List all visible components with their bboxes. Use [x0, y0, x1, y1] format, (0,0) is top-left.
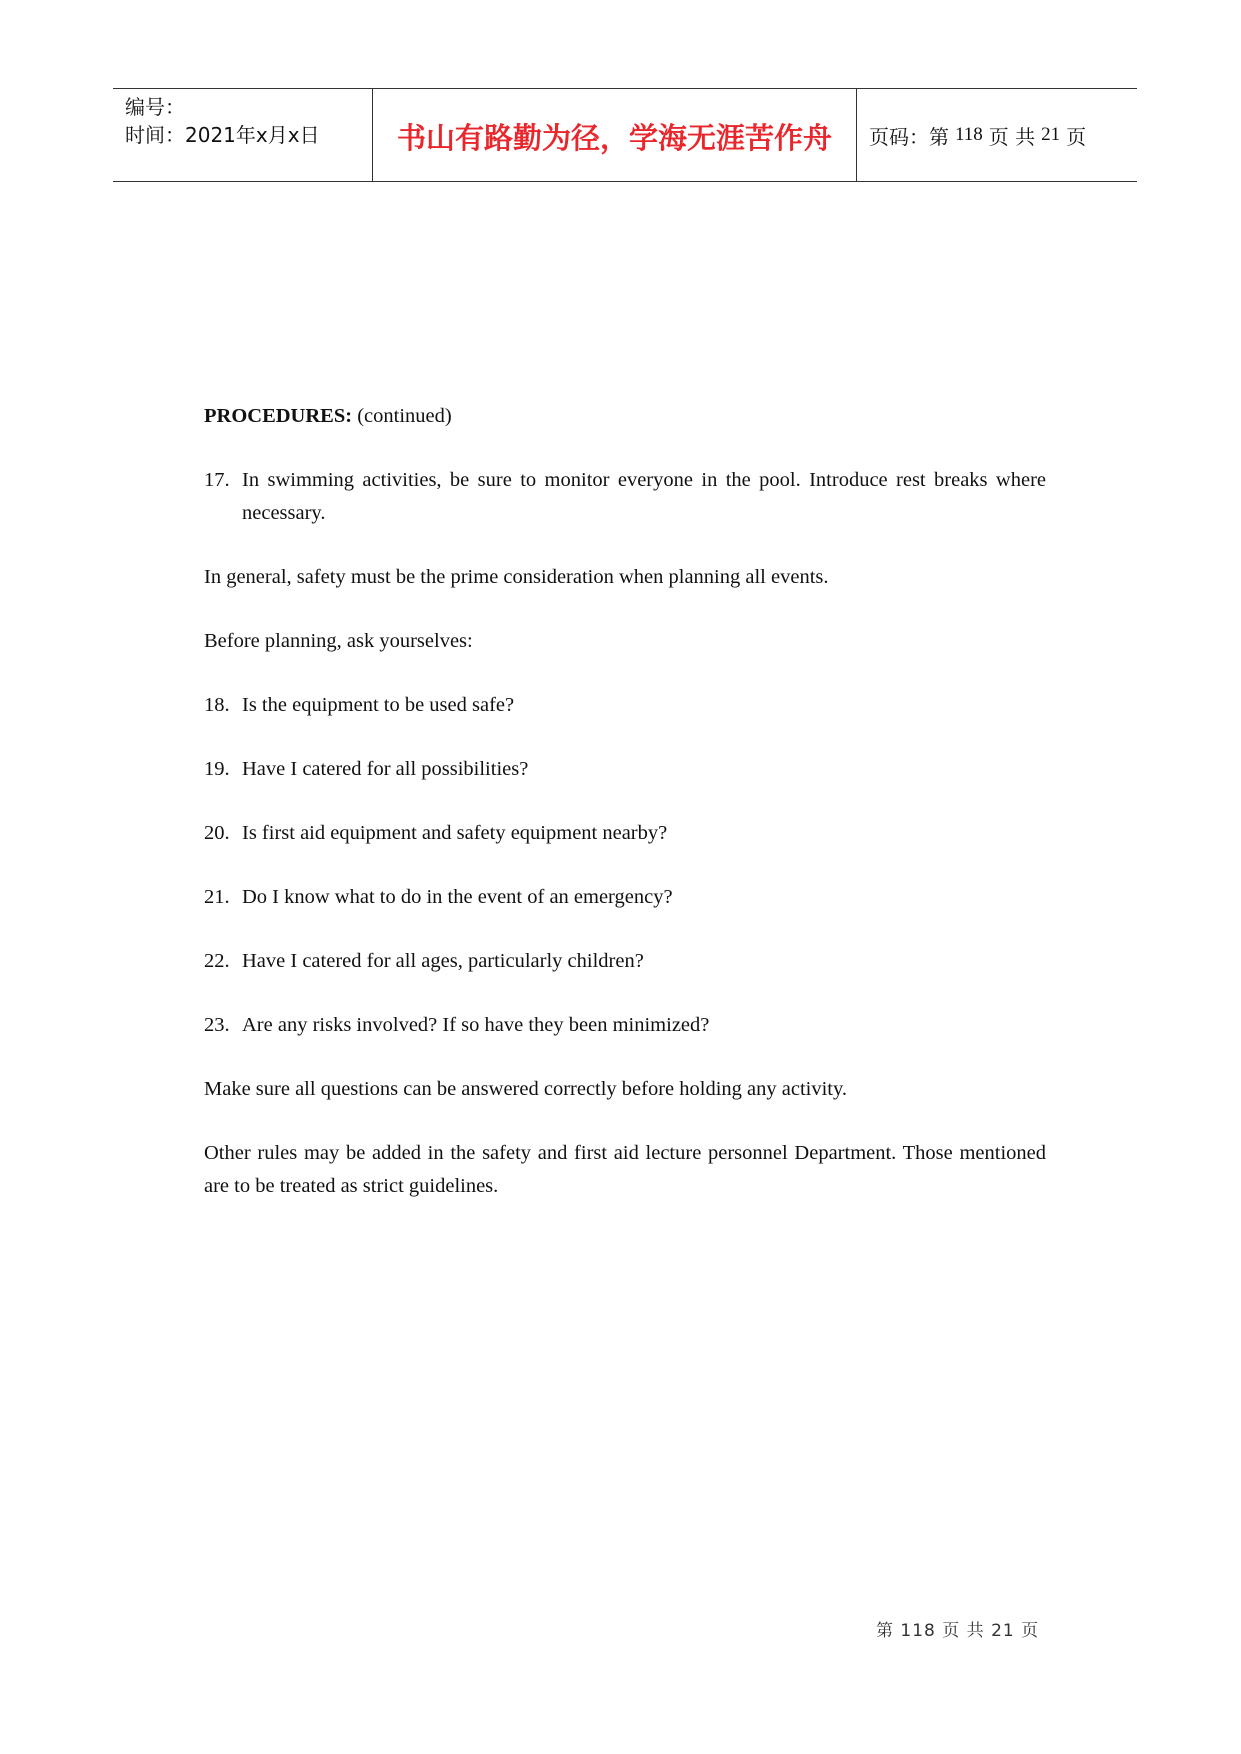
question-text: Is the equipment to be used safe? — [242, 694, 515, 716]
header-info-cell — [113, 89, 373, 181]
header-page-cell — [857, 89, 1137, 181]
question-item — [204, 945, 1046, 978]
page-current: 118 — [955, 124, 983, 145]
question-number: 20. — [204, 822, 230, 844]
before-paragraph: Before planning, ask yourselves: — [204, 630, 473, 652]
question-number: 19. — [204, 758, 230, 780]
question-item — [204, 817, 1046, 850]
question-number: 23. — [204, 1014, 230, 1036]
question-text: Is first aid equipment and safety equipment nearby? — [242, 822, 668, 844]
page-total: 21 — [1041, 124, 1061, 145]
date-label: 时间：2021年x月x日 — [125, 123, 320, 147]
question-text: Have I catered for all possibilities? — [242, 758, 529, 780]
question-number: 22. — [204, 950, 230, 972]
list-item — [204, 464, 1046, 530]
question-number: 18. — [204, 694, 230, 716]
question-item — [204, 689, 1046, 722]
item-text: In swimming activities, be sure to monitor everyone in the pool. Introduce rest breaks where necessary. — [242, 469, 1046, 524]
section-heading — [204, 400, 1046, 433]
header-table — [113, 88, 1137, 182]
question-item — [204, 881, 1046, 914]
question-number: 21. — [204, 886, 230, 908]
page-suffix: 页 — [1066, 124, 1087, 149]
question-text: Have I catered for all ages, particularly children? — [242, 950, 644, 972]
page-prefix: 页码：第 — [869, 124, 949, 149]
item-number: 17. — [204, 469, 230, 491]
general-paragraph: In general, safety must be the prime consideration when planning all events. — [204, 566, 829, 588]
page-mid: 页 共 — [988, 124, 1036, 149]
other-rules-paragraph: Other rules may be added in the safety and first aid lecture personnel Department. Those mentioned are to be treated as strict guidelines. — [204, 1142, 1046, 1197]
document-body — [204, 400, 1046, 1234]
make-sure-paragraph: Make sure all questions can be answered correctly before holding any activity. — [204, 1078, 848, 1100]
question-item — [204, 753, 1046, 786]
code-label: 编号： — [125, 95, 185, 119]
question-item — [204, 1009, 1046, 1042]
heading-continued: (continued) — [352, 405, 452, 427]
motto-text: 书山有路勤为径，学海无涯苦作舟 — [396, 120, 832, 155]
question-text: Do I know what to do in the event of an emergency? — [242, 886, 673, 908]
header-motto-cell — [373, 89, 857, 181]
heading-bold: PROCEDURES: — [204, 405, 353, 427]
page-footer: 第 118 页 共 21 页 — [876, 1621, 1040, 1641]
question-text: Are any risks involved? If so have they been minimized? — [242, 1014, 710, 1036]
